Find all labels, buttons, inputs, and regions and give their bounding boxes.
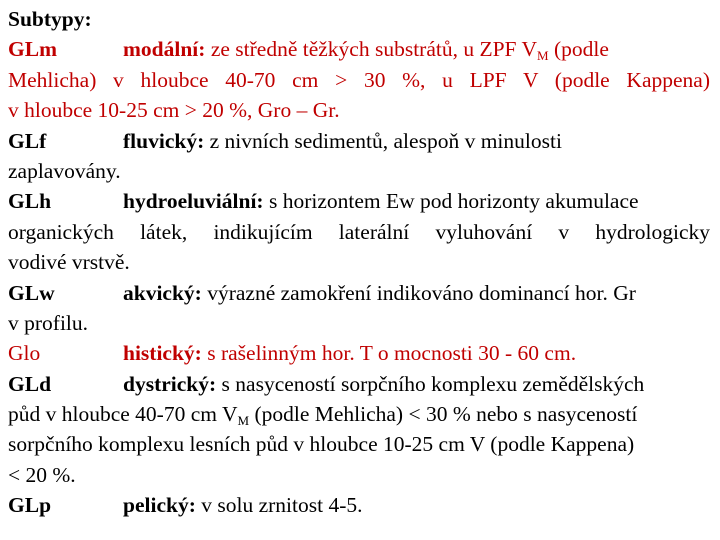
entry-glm-code: GLm [8, 37, 57, 62]
entry-glw-term: akvický: [123, 280, 202, 305]
entry-glf-line-1 [8, 126, 710, 156]
entry-gld-line-4: < 20 %. [8, 462, 76, 487]
entry-gld-text-1: s nasyceností sorpčního komplexu zemědělských [216, 371, 645, 396]
entry-glh-code: GLh [8, 189, 52, 214]
entry-gld-line-2 [8, 399, 710, 429]
entry-glw-code: GLw [8, 280, 55, 305]
entry-glh-text-1: s horizontem Ew pod horizonty akumulace [263, 189, 639, 214]
entry-glm-line-1 [8, 34, 710, 64]
entry-glm-text-1-end: (podle [548, 37, 609, 62]
entry-gld-subscript: M [237, 413, 250, 429]
entry-gld-line-3: sorpčního komplexu lesních půd v hloubce 10-25 cm V (podle Kappena) [8, 432, 635, 457]
entry-glf-line-2: zaplavovány. [8, 158, 121, 183]
entry-glm-line-2: Mehlicha) v hloubce 40-70 cm > 30 %, u LPF V (podle Kappena) [8, 67, 710, 92]
entry-glh-line-3: vodivé vrstvě. [8, 250, 130, 275]
heading: Subtypy: [8, 7, 92, 31]
entry-glp-term: pelický: [123, 493, 196, 518]
entry-glp-line-1 [8, 490, 710, 520]
subtypes-slide [8, 4, 710, 521]
entry-glp-text-1: v solu zrnitost 4-5. [195, 493, 363, 518]
entry-glh-line-1 [8, 186, 710, 216]
entry-glm-term: modální: [123, 37, 206, 62]
entry-glo-line-1 [8, 338, 710, 368]
entry-glw-line-2: v profilu. [8, 310, 89, 335]
entry-glo-term: histický: [123, 341, 202, 366]
entry-glm-subscript: M [537, 48, 549, 64]
entry-glm-line-3: v hloubce 10-25 cm > 20 %, Gro – Gr. [8, 98, 340, 123]
entry-glw-line-1 [8, 278, 710, 308]
entry-glf-code: GLf [8, 128, 47, 153]
entry-glh-term: hydroeluviální: [123, 189, 264, 214]
entry-glh-line-2: organických látek, indikujícím laterální vyluhování v hydrologicky [8, 219, 710, 244]
entry-glo-code: Glo [8, 341, 41, 366]
entry-glo-text-1: s rašelinným hor. T o mocnosti 30 - 60 cm. [201, 341, 577, 366]
entry-glf-term: fluvický: [123, 128, 205, 153]
entry-gld-code: GLd [8, 371, 52, 396]
entry-gld-text-2a: půd v hloubce 40-70 cm V [8, 402, 238, 427]
entry-gld-text-2b: (podle Mehlicha) < 30 % nebo s nasyceností [249, 402, 638, 427]
entry-gld-line-1 [8, 369, 710, 399]
entry-glf-text-1: z nivních sedimentů, alespoň v minulosti [204, 128, 562, 153]
entry-glw-text-1: výrazné zamokření indikováno dominancí hor. Gr [201, 280, 636, 305]
entry-glp-code: GLp [8, 493, 52, 518]
entry-glm-text-1: ze středně těžkých substrátů, u ZPF V [205, 37, 538, 62]
entry-gld-term: dystrický: [123, 371, 217, 396]
